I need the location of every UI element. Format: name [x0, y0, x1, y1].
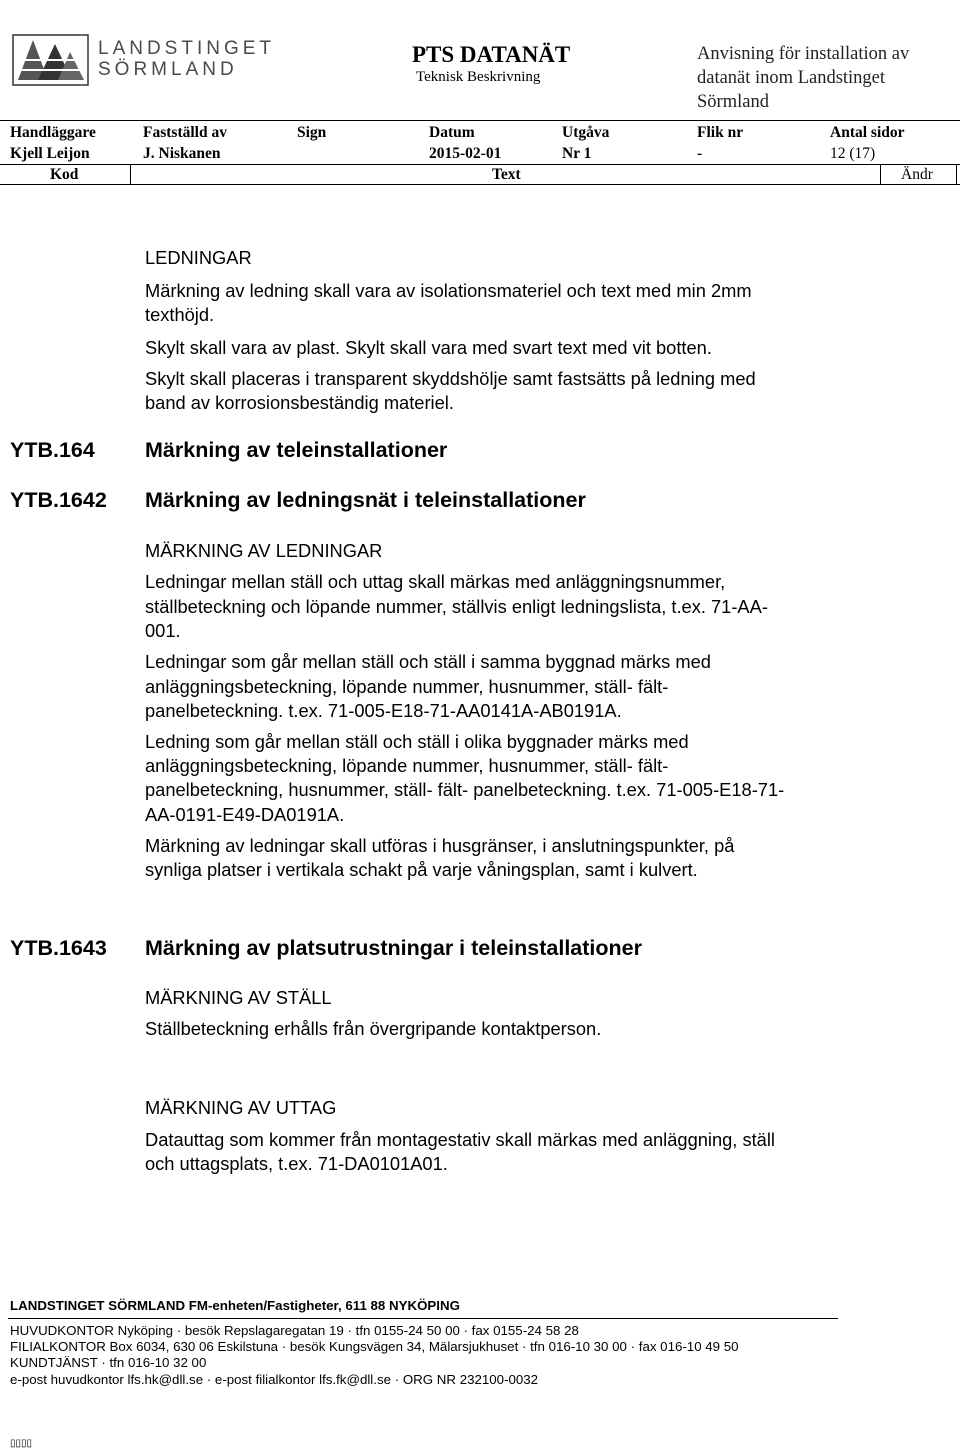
paragraph-line: AA-0191-E49-DA0191A.: [145, 804, 345, 825]
flik-value: -: [697, 145, 703, 162]
paragraph-line: anläggningsbeteckning, löpande nummer, husnummer, ställ- fält-: [145, 755, 669, 776]
column-andr: Ändr: [901, 166, 933, 183]
antal-sidor-value: 12 (17): [830, 145, 876, 162]
logo-text-line2: SÖRMLAND: [98, 59, 238, 80]
logo-text-line1: LANDSTINGET: [98, 38, 276, 59]
paragraph-line: Ledningar som går mellan ställ och ställ i samma byggnad märks med: [145, 651, 711, 672]
column-text: Text: [492, 166, 521, 183]
kod-divider: [130, 164, 131, 185]
column-kod: Kod: [50, 166, 79, 183]
paragraph-line: 001.: [145, 620, 181, 641]
footer-line: KUNDTJÄNST · tfn 016-10 32 00: [10, 1355, 207, 1370]
intro-line: texthöjd.: [145, 304, 215, 325]
andr-divider: [880, 164, 881, 185]
footer-line: e-post huvudkontor lfs.hk@dll.se · e-post filialkontor lfs.fk@dll.se · ORG NR 232100-0032: [10, 1372, 539, 1387]
paragraph-line: Ledning som går mellan ställ och ställ i olika byggnader märks med: [145, 731, 689, 752]
datum-label: Datum: [429, 124, 475, 141]
document-title: PTS DATANÄT: [412, 42, 571, 67]
paragraph-line: Datauttag som kommer från montagestativ skall märkas med anläggning, ställ: [145, 1129, 775, 1150]
document-subtitle: Teknisk Beskrivning: [416, 69, 541, 85]
intro-line: Märkning av ledning skall vara av isolationsmateriel och text med min 2mm: [145, 280, 752, 301]
handlaggare-label: Handläggare: [10, 124, 96, 141]
intro-line: Skylt skall vara av plast. Skylt skall vara med svart text med vit botten.: [145, 337, 712, 358]
flik-label: Flik nr: [697, 124, 744, 141]
handlaggare-value: Kjell Leijon: [10, 145, 90, 162]
document-description: Anvisning för installation av datanät inom Landstinget Sörmland: [697, 44, 910, 112]
intro-heading: LEDNINGAR: [145, 247, 252, 268]
section-subheading: MÄRKNING AV UTTAG: [145, 1097, 337, 1118]
right-divider: [956, 164, 957, 185]
footer-line: FILIALKONTOR Box 6034, 630 06 Eskilstuna · besök Kungsvägen 34, Mälarsjukhuset · tfn 016-10 30 00 · fax 016-10 49 50: [10, 1339, 739, 1354]
utgava-label: Utgåva: [562, 124, 610, 141]
antal-sidor-label: Antal sidor: [830, 124, 905, 141]
section-subheading: MÄRKNING AV STÄLL: [145, 987, 332, 1008]
header-mid-rule: [0, 164, 960, 165]
section-title: Märkning av ledningsnät i teleinstallationer: [145, 488, 586, 512]
paragraph-line: Ställbeteckning erhålls från övergripande kontaktperson.: [145, 1018, 602, 1039]
intro-line: Skylt skall placeras i transparent skyddshölje samt fastsätts på ledning med: [145, 368, 756, 389]
datum-value: 2015-02-01: [429, 145, 502, 162]
paragraph-line: panelbeteckning. t.ex. 71-005-E18-71-AA0141A-AB0191A.: [145, 700, 622, 721]
header-top-rule: [0, 120, 960, 121]
paragraph-line: synliga platser i vertikala schakt på varje våningsplan, samt i kulvert.: [145, 859, 698, 880]
sign-label: Sign: [297, 124, 327, 141]
paragraph-line: panelbeteckning, husnummer, ställ- fält- panelbeteckning. t.ex. 71-005-E18-71-: [145, 779, 785, 800]
footer-line: HUVUDKONTOR Nyköping · besök Repslagaregatan 19 · tfn 0155-24 50 00 · fax 0155-24 58 28: [10, 1323, 579, 1338]
paragraph-line: Märkning av ledningar skall utföras i husgränser, i anslutningspunkter, på: [145, 835, 735, 856]
utgava-value: Nr 1: [562, 145, 592, 162]
paragraph-line: anläggningsbeteckning, löpande nummer, husnummer, ställ- fält-: [145, 676, 669, 697]
section-code: YTB.164: [10, 438, 95, 462]
section-code: YTB.1643: [10, 936, 107, 960]
footer-glyphs: ▯▯▯▯: [10, 1438, 33, 1449]
footer-rule: [8, 1318, 838, 1319]
section-title: Märkning av teleinstallationer: [145, 438, 448, 462]
paragraph-line: ställbeteckning och löpande nummer, ställvis enligt ledningslista, t.ex. 71-AA-: [145, 596, 768, 617]
landstinget-logo-icon: [8, 30, 93, 90]
faststalld-value: J. Niskanen: [143, 145, 221, 162]
paragraph-line: Ledningar mellan ställ och uttag skall märkas med anläggningsnummer,: [145, 571, 726, 592]
intro-line: band av korrosionsbeständig materiel.: [145, 392, 454, 413]
paragraph-line: och uttagsplats, t.ex. 71-DA0101A01.: [145, 1153, 448, 1174]
faststalld-label: Fastställd av: [143, 124, 227, 141]
section-code: YTB.1642: [10, 488, 107, 512]
header-bottom-rule: [0, 184, 960, 185]
footer-organization: LANDSTINGET SÖRMLAND FM-enheten/Fastigheter, 611 88 NYKÖPING: [10, 1298, 460, 1313]
section-title: Märkning av platsutrustningar i teleinstallationer: [145, 936, 642, 960]
section-subheading: MÄRKNING AV LEDNINGAR: [145, 540, 383, 561]
